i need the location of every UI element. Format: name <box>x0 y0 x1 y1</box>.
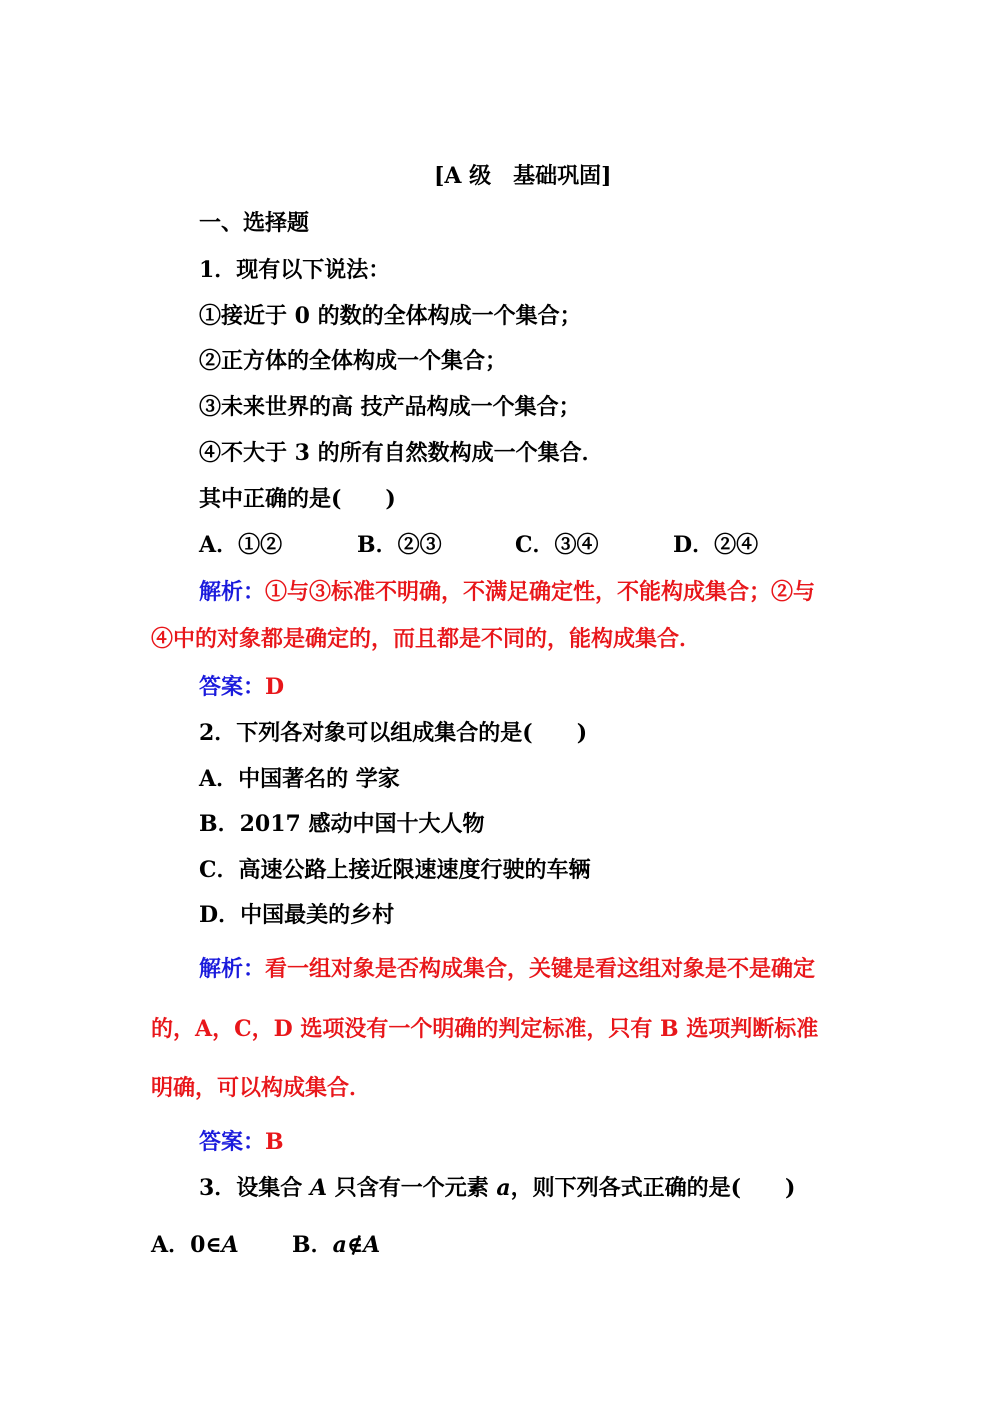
q1-analysis-line-2: ④中的对象都是确定的，而且都是不同的，能构成集合． <box>151 626 702 652</box>
q2-stem: 2．下列各对象可以组成集合的是( ) <box>199 720 588 746</box>
q1-analysis-line-1 <box>199 577 815 607</box>
q3-stem-var-element: a <box>496 1175 511 1201</box>
q1-analysis-text-1: ①与③标准不明确，不满足确定性，不能构成集合；②与 <box>265 579 816 605</box>
q3-stem-prefix: 3．设集合 <box>199 1175 310 1201</box>
q2-answer-value: B <box>265 1129 284 1155</box>
q1-analysis-label: 解析： <box>199 579 266 605</box>
q2-option-d: D．中国最美的乡村 <box>199 902 395 928</box>
q2-answer <box>199 1127 284 1157</box>
section-title: 一、选择题 <box>199 210 310 236</box>
q3-option-b <box>292 1230 380 1260</box>
q2-option-a: A．中国著名的 学家 <box>199 766 400 792</box>
q2-analysis-line-3: 明确，可以构成集合． <box>151 1075 372 1101</box>
q1-statement-2: ②正方体的全体构成一个集合； <box>199 348 508 374</box>
q1-option-c: C．③④ <box>515 532 599 558</box>
q1-answer <box>199 672 284 702</box>
q3-option-a-var: A <box>221 1232 239 1258</box>
q2-option-b: B．2017 感动中国十大人物 <box>199 811 485 837</box>
q3-stem-suffix: ，则下列各式正确的是( ) <box>510 1175 796 1201</box>
q1-statement-3: ③未来世界的高 技产品构成一个集合； <box>199 394 581 420</box>
q3-option-b-var2: A <box>363 1232 381 1258</box>
q3-option-a <box>151 1230 239 1260</box>
q2-option-c: C．高速公路上接近限速速度行驶的车辆 <box>199 857 591 883</box>
level-heading: [A 级 基础巩固] <box>434 163 612 189</box>
q2-analysis-line-2: 的，A，C，D 选项没有一个明确的判定标准，只有 B 选项判断标准 <box>151 1016 819 1042</box>
q3-stem <box>199 1173 795 1203</box>
q2-analysis-line-1 <box>199 954 815 984</box>
q3-option-a-label: A．0∈ <box>151 1232 222 1258</box>
q1-stem: 1．现有以下说法： <box>199 257 391 283</box>
q1-option-a: A．①② <box>199 532 283 558</box>
q1-statement-1: ①接近于 0 的数的全体构成一个集合； <box>199 303 582 329</box>
q3-stem-var-a: A <box>309 1175 328 1201</box>
q1-option-b: B．②③ <box>357 532 442 558</box>
q1-answer-label: 答案： <box>199 674 266 700</box>
q3-option-b-symbol: ∉ <box>346 1232 364 1258</box>
q1-statement-4: ④不大于 3 的所有自然数构成一个集合． <box>199 440 604 466</box>
q1-answer-value: D <box>265 674 285 700</box>
q3-stem-mid: 只含有一个元素 <box>327 1175 497 1201</box>
q3-option-b-label: B． <box>292 1232 333 1258</box>
q2-analysis-label: 解析： <box>199 956 266 982</box>
q2-answer-label: 答案： <box>199 1129 266 1155</box>
q1-question: 其中正确的是( ) <box>199 486 396 512</box>
q1-option-d: D．②④ <box>673 532 759 558</box>
q3-option-b-var1: a <box>332 1232 347 1258</box>
q2-analysis-text-1: 看一组对象是否构成集合，关键是看这组对象是不是确定 <box>265 956 816 982</box>
